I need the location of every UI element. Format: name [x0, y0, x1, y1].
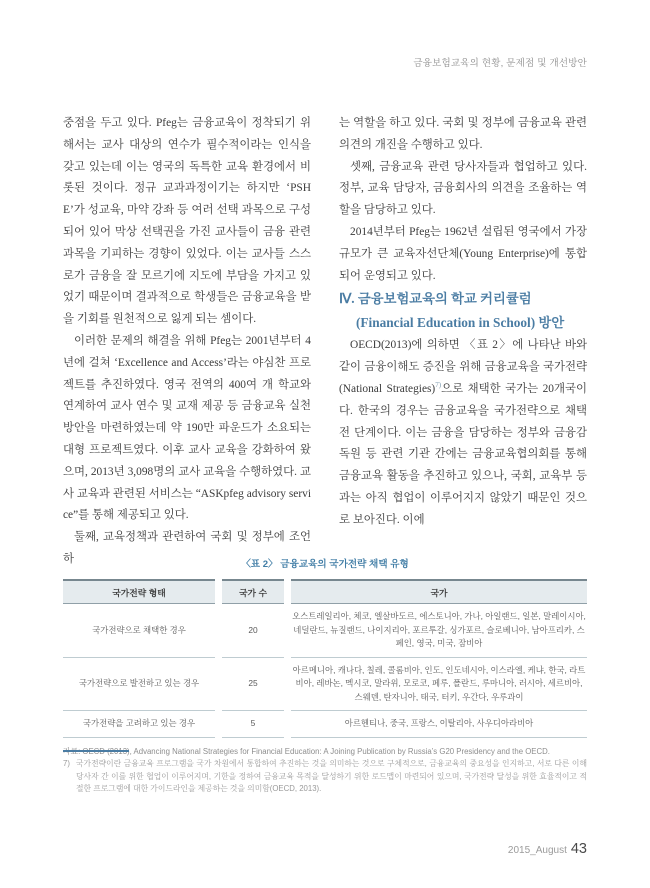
- table-row: [63, 711, 587, 738]
- column-header-countries: 국가: [291, 579, 587, 604]
- footnote-text: 국가전략이란 금융교육 프로그램을 국가 차원에서 통합하여 추진하는 것을 의미하는 것으로 구체적으로, 금융교육의 중요성을 인지하고, 서로 다른 이해 당사자 간 이를 위한 협업이 이루어지며, 기한을 정하여 금융교육 목적을 달성하기 위한 로드맵이 마련되어 있으며, 국가전략 달성을 위한 효율적이고 적절한 프로그램에 대한 가이드라인을 제공하는 것을 의미함(OECD, 2013).: [76, 759, 587, 794]
- column-header-country-count: 국가 수: [222, 579, 284, 604]
- paragraph: 둘째, 교육정책과 관련하여 국회 및 정부에 조언하: [63, 531, 311, 565]
- right-column: [339, 113, 587, 571]
- cell-country-count: 25: [222, 658, 284, 712]
- table-2-block: [63, 556, 587, 757]
- footer-issue-label: 2015_August: [507, 845, 567, 856]
- footer-page-number: 43: [570, 841, 587, 857]
- paragraph-text: OECD(2013)에 의하면 〈표 2〉에 나타난 바와 같이 금융이해도 증진을 위해 금융교육을 국가전략(National Strategies): [339, 339, 587, 395]
- cell-country-count: 20: [222, 604, 284, 658]
- table-source: 자료: OECD (2013), Advancing National Strategies for Financial Education: A Joining Publication by Russia’s G20 Presidency and the OECD.: [63, 746, 550, 756]
- paragraph: 이러한 문제의 해결을 위해 Pfeg는 2001년부터 4년에 걸쳐 ‘Excellence and Access’라는 야심찬 프로젝트를 추진하였다. 영국 전역의 400여 개 학교와 연계하여 교사 연수 및 교재 제공 등 금융교육 실천 방안을 마련하였는데 약 190만 파운드가 소요되는 대형 프로젝트였다. 이후 교사 교육을 강화하여 왔으며, 2013년 3,098명의 교사 교육을 수행하였다. 교사 교육과 관련된 서비스는 “ASKpfeg advisory service”를 통해 제공되고 있다.: [63, 334, 311, 522]
- paragraph: [339, 335, 587, 531]
- section-heading: [339, 287, 587, 335]
- cell-countries: 오스트레일리아, 체코, 엘살바도르, 에스토니아, 가나, 아일랜드, 일본, 말레이시아, 네덜란드, 뉴질랜드, 나이지리아, 포르투갈, 싱가포르, 슬로베니아, 남아프리카, 스페인, 영국, 미국, 잠비아: [291, 604, 587, 658]
- footnote-marker: 7): [63, 759, 70, 768]
- table-header-row: [63, 579, 587, 604]
- cell-country-count: 5: [222, 711, 284, 738]
- table-body: [63, 604, 587, 738]
- running-head: 금융보험교육의 현황, 문제점 및 개선방안: [413, 58, 587, 69]
- paragraph: 2014년부터 Pfeg는 1962년 설립된 영국에서 가장 규모가 큰 교육자선단체(Young Enterprise)에 통합되어 운영되고 있다.: [339, 225, 587, 282]
- footnote-divider: [63, 750, 129, 752]
- cell-countries: 아르헨티나, 중국, 프랑스, 이탈리아, 사우디아라비아: [291, 711, 587, 738]
- left-column: [63, 113, 311, 571]
- section-heading-line1: Ⅳ. 금융보험교육의 학교 커리큘럼: [339, 291, 532, 307]
- body-columns: [63, 113, 587, 571]
- cell-strategy-type: 국가전략으로 발전하고 있는 경우: [63, 658, 215, 712]
- page-footer: [508, 841, 587, 857]
- column-header-strategy-type: 국가전략 형태: [63, 579, 215, 604]
- cell-countries: 아르메니아, 캐나다, 칠레, 콜롬비아, 인도, 인도네시아, 이스라엘, 케냐, 한국, 라트비아, 레바논, 멕시코, 말라위, 모로코, 페루, 폴란드, 루마니아, 러시아, 세르비아, 스웨덴, 탄자니아, 태국, 터키, 우간다, 우루과이: [291, 658, 587, 712]
- paragraph: 는 역할을 하고 있다. 국회 및 정부에 금융교육 관련 의견의 개진을 수행하고 있다.: [339, 117, 587, 151]
- cell-strategy-type: 국가전략을 고려하고 있는 경우: [63, 711, 215, 738]
- table-row: [63, 658, 587, 712]
- cell-strategy-type: 국가전략으로 채택한 경우: [63, 604, 215, 658]
- paragraph-text: 으로 채택한 국가는 20개국이다. 한국의 경우는 금융교육을 국가전략으로 채택 전 단계이다. 이는 금융을 담당하는 정부와 금융감독원 등 관련 기관 간에는 금융교육협의회를 통해 금융교육 활동을 추진하고 있으나, 국회, 교육부 등과는 아직 협업이 이루어지지 않았기 때문인 것으로 보아진다. 이에: [339, 382, 587, 526]
- table-title: 〈표 2〉 금융교육의 국가전략 채택 유형: [241, 559, 409, 570]
- table-row: [63, 604, 587, 658]
- paragraph: 셋째, 금융교육 관련 당사자들과 협업하고 있다. 정부, 교육 담당자, 금융회사의 의견을 조율하는 역할을 담당하고 있다.: [339, 160, 587, 217]
- section-heading-line2: (Financial Education in School) 방안: [356, 315, 565, 331]
- footnote-block: [63, 750, 587, 796]
- footnote: [63, 758, 587, 796]
- paragraph: 중점을 두고 있다. Pfeg는 금융교육이 정착되기 위해서는 교사 대상의 연수가 필수적이라는 인식을 갖고 있는데 이는 영국의 독특한 교육 환경에서 비롯된 것이다. 정규 교과과정이기는 하지만 ‘PSHE’가 성교육, 마약 강좌 등 여러 선택 과목으로 구성되어 있어 막상 선택권을 가진 교사들이 금융 관련 과목을 기피하는 경향이 있었다. 이는 교사들 스스로가 금융을 잘 모르기에 지도에 부담을 가지고 있었기 때문이며 결과적으로 학생들은 금융교육을 받을 기회를 원천적으로 잃게 되는 셈이다.: [63, 117, 311, 326]
- footnote-reference: 7): [435, 381, 442, 390]
